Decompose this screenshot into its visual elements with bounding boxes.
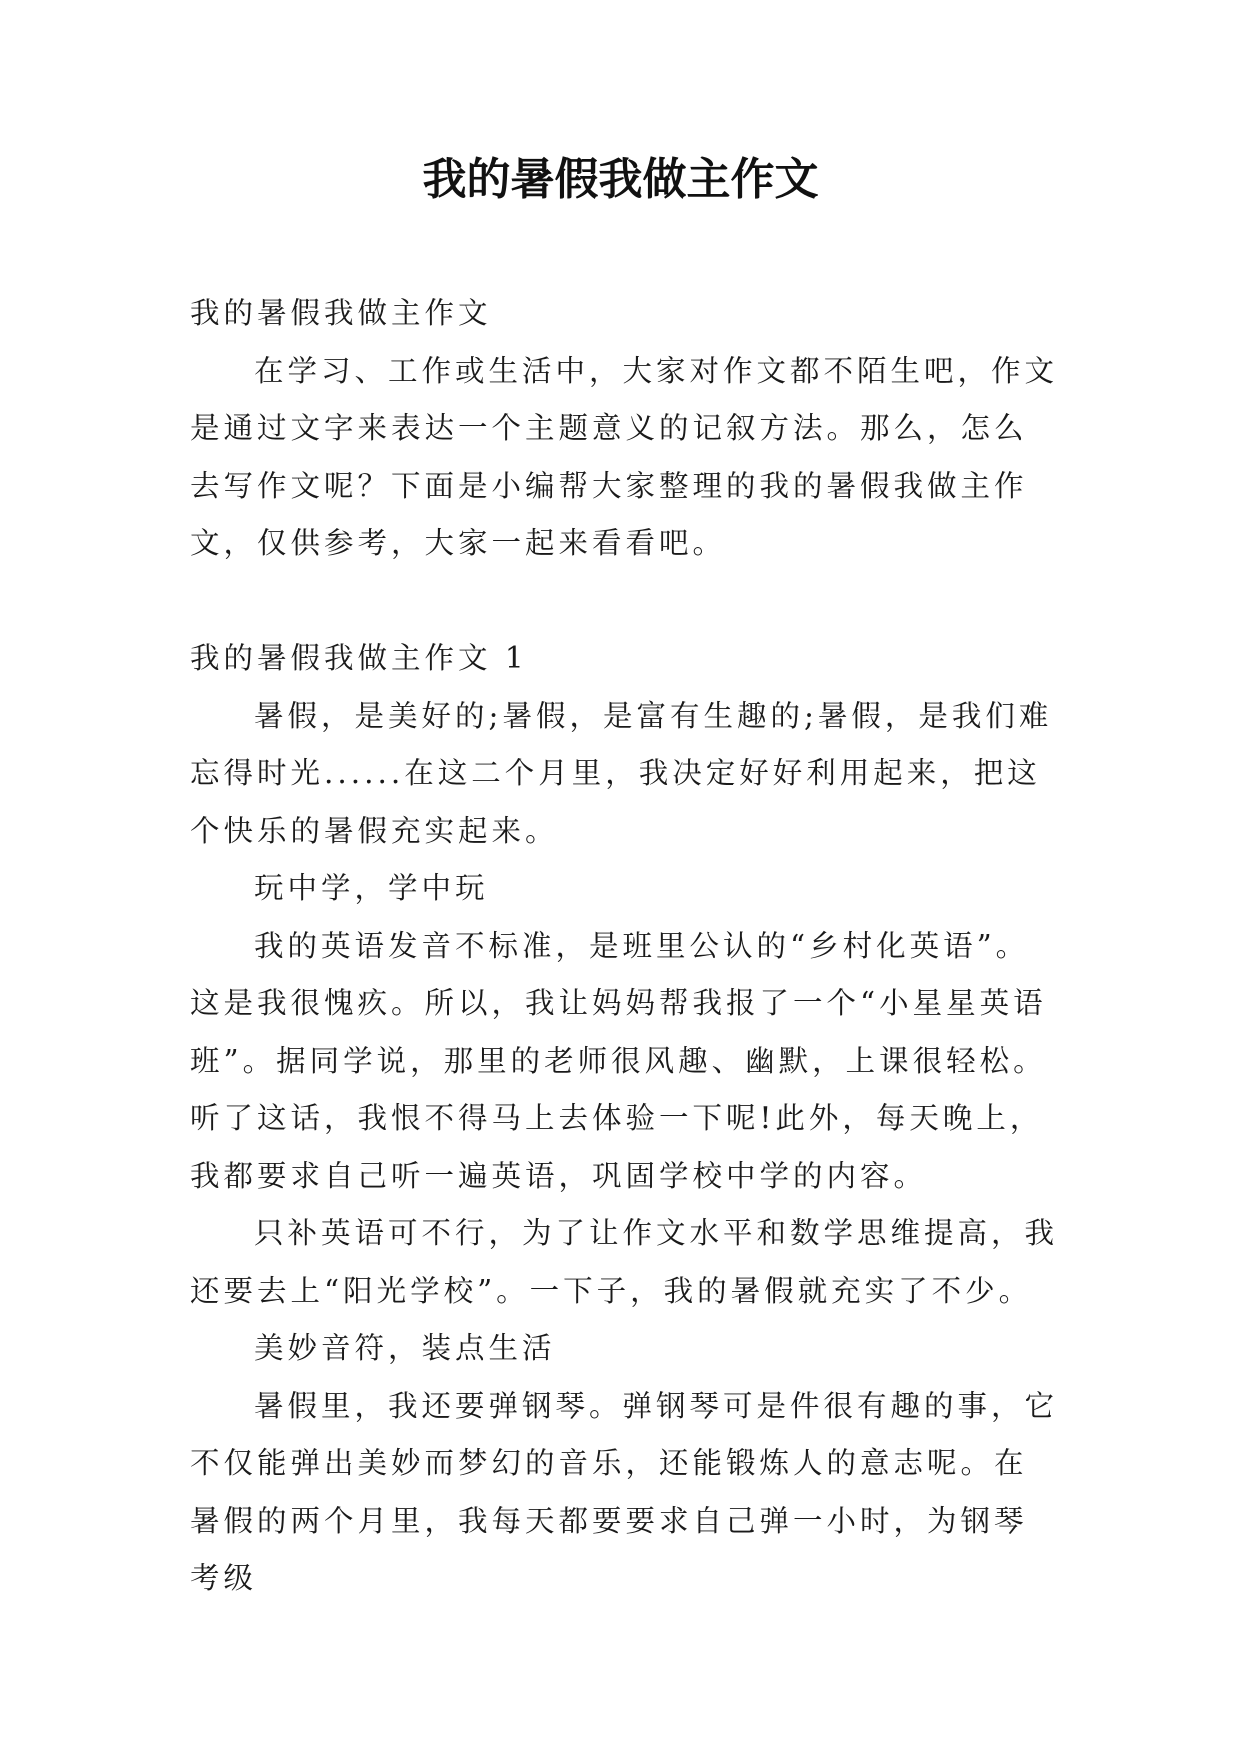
body-paragraph: 只补英语可不行，为了让作文水平和数学思维提高，我还要去上“阳光学校”。一下子，我的暑假就充实了不少。 — [190, 1216, 1059, 1308]
body-paragraph: 我的英语发音不标准，是班里公认的“乡村化英语”。这是我很愧疚。所以，我让妈妈帮我报了一个“小星星英语班”。据同学说，那里的老师很风趣、幽默，上课很轻松。听了这话，我恨不得马上去体验一下呢!此外，每天晚上，我都要求自己听一遍英语，巩固学校中学的内容。 — [190, 928, 1047, 1193]
section-heading: 我的暑假我做主作文 1 — [190, 641, 528, 675]
subheading-paragraph: 美妙音符，装点生活 — [254, 1331, 556, 1365]
document-body — [190, 285, 1060, 1608]
body-paragraph: 暑假，是美好的;暑假，是富有生趣的;暑假，是我们难忘得时光......在这二个月里，我决定好好利用起来，把这个快乐的暑假充实起来。 — [190, 698, 1053, 848]
article-subtitle: 我的暑假我做主作文 — [190, 296, 492, 330]
paragraph-spacer — [190, 573, 1060, 631]
document-title: 我的暑假我做主作文 — [422, 154, 819, 205]
body-paragraph: 暑假里，我还要弹钢琴。弹钢琴可是件很有趣的事，它不仅能弹出美妙而梦幻的音乐，还能锻炼人的意志呢。在暑假的两个月里，我每天都要要求自己弹一小时，为钢琴考级 — [190, 1388, 1059, 1595]
subheading-paragraph: 玩中学，学中玩 — [254, 871, 489, 905]
intro-paragraph: 在学习、工作或生活中，大家对作文都不陌生吧，作文是通过文字来表达一个主题意义的记叙方法。那么，怎么去写作文呢？下面是小编帮大家整理的我的暑假我做主作文，仅供参考，大家一起来看看吧。 — [190, 353, 1059, 560]
